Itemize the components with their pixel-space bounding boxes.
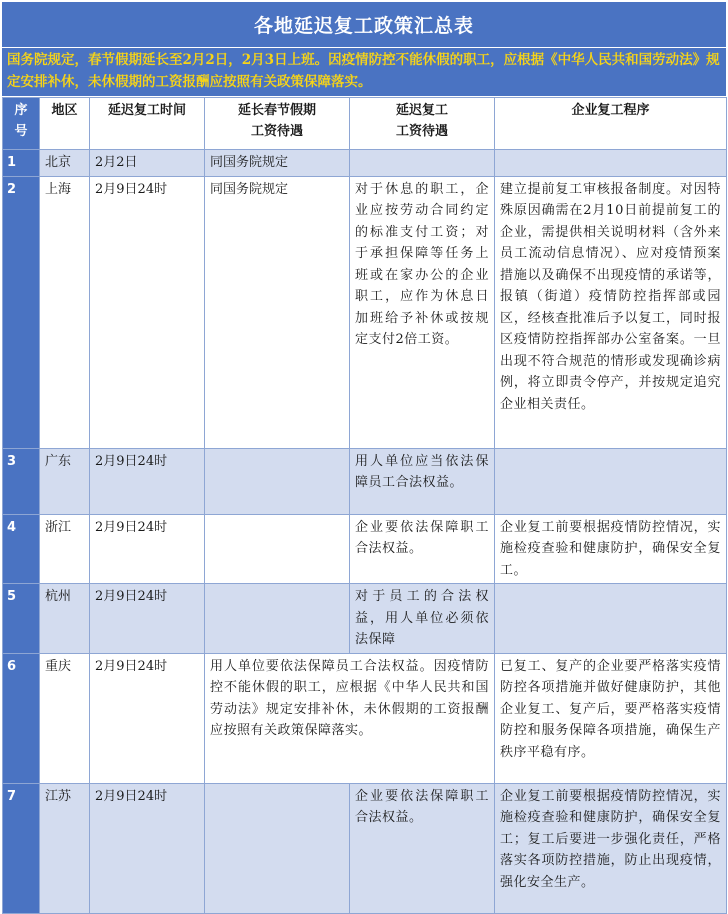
- delay-time-cell: 2月9日24时: [90, 448, 205, 514]
- page-title: 各地延迟复工政策汇总表: [2, 2, 726, 47]
- table-row: [3, 150, 727, 177]
- delay-pay-cell: 对于员工的合法权益，用人单位必须依法保障: [350, 584, 495, 654]
- table-row: [3, 584, 727, 654]
- procedure-cell: 企业复工前要根据疫情防控情况，实施检疫查验和健康防护，确保安全复工。: [495, 514, 727, 584]
- table-row: [3, 783, 727, 913]
- merged-pay-cell: 用人单位要依法保障员工合法权益。因疫情防控不能休假的职工，应根据《中华人民共和国劳动法》规定安排补休，未休假期的工资报酬应按照有关政策保障落实。: [205, 653, 495, 783]
- delay-pay-cell: 企业要依法保障职工合法权益。: [350, 514, 495, 584]
- region-cell: 浙江: [40, 514, 90, 584]
- table-row: [3, 514, 727, 584]
- row-seq: 5: [3, 584, 40, 654]
- notice-banner: 国务院规定，春节假期延长至2月2日，2月3日上班。因疫情防控不能休假的职工，应根据《中华人民共和国劳动法》规定安排补休，未休假期的工资报酬应按照有关政策保障落实。: [2, 48, 726, 96]
- procedure-cell: [495, 150, 727, 177]
- region-cell: 上海: [40, 176, 90, 448]
- row-seq: 6: [3, 653, 40, 783]
- procedure-cell: 企业复工前要根据疫情防控情况，实施检疫查验和健康防护，确保安全复工；复工后要进一步强化责任，严格落实各项防控措施，防止出现疫情，强化安全生产。: [495, 783, 727, 913]
- holiday-pay-cell: [205, 514, 350, 584]
- holiday-pay-cell: [205, 584, 350, 654]
- delay-time-cell: 2月9日24时: [90, 584, 205, 654]
- row-seq: 2: [3, 176, 40, 448]
- procedure-cell: [495, 584, 727, 654]
- region-cell: 重庆: [40, 653, 90, 783]
- delay-pay-cell: [350, 150, 495, 177]
- header-delay-time: 延迟复工时间: [90, 98, 205, 150]
- policy-table: [2, 97, 727, 914]
- delay-time-cell: 2月9日24时: [90, 176, 205, 448]
- row-seq: 4: [3, 514, 40, 584]
- delay-pay-cell: 企业要依法保障职工合法权益。: [350, 783, 495, 913]
- holiday-pay-cell: [205, 448, 350, 514]
- row-seq: 1: [3, 150, 40, 177]
- region-cell: 广东: [40, 448, 90, 514]
- delay-time-cell: 2月9日24时: [90, 783, 205, 913]
- delay-time-cell: 2月9日24时: [90, 653, 205, 783]
- delay-time-cell: 2月9日24时: [90, 514, 205, 584]
- header-seq: 序 号: [3, 98, 40, 150]
- holiday-pay-cell: [205, 783, 350, 913]
- region-cell: 杭州: [40, 584, 90, 654]
- delay-pay-cell: 对于休息的职工，企业应按劳动合同约定的标准支付工资；对于承担保障等任务上班或在家办公的企业职工，应作为休息日加班给予补休或按规定支付2倍工资。: [350, 176, 495, 448]
- table-row: [3, 653, 727, 783]
- holiday-pay-cell: 同国务院规定: [205, 176, 350, 448]
- table-row: [3, 176, 727, 448]
- header-procedure: 企业复工程序: [495, 98, 727, 150]
- procedure-cell: [495, 448, 727, 514]
- delay-time-cell: 2月2日: [90, 150, 205, 177]
- procedure-cell: 已复工、复产的企业要严格落实疫情防控各项措施并做好健康防护，其他企业复工、复产后，要严格落实疫情防控和服务保障各项措施，确保生产秩序平稳有序。: [495, 653, 727, 783]
- row-seq: 7: [3, 783, 40, 913]
- header-holiday-pay: 延长春节假期 工资待遇: [205, 98, 350, 150]
- procedure-cell: 建立提前复工审核报备制度。对因特殊原因确需在2月10日前提前复工的企业，需提供相关说明材料（含外来员工流动信息情况）、应对疫情预案措施以及确保不出现疫情的承诺等，报镇（街道）疫情防控指挥部或园区，经核查批准后予以复工，同时报区疫情防控指挥部办公室备案。一旦出现不符合规范的情形或发现确诊病例，将立即责令停产，并按规定追究企业相关责任。: [495, 176, 727, 448]
- region-cell: 北京: [40, 150, 90, 177]
- header-row: [3, 98, 727, 150]
- table-row: [3, 448, 727, 514]
- region-cell: 江苏: [40, 783, 90, 913]
- holiday-pay-cell: 同国务院规定: [205, 150, 350, 177]
- row-seq: 3: [3, 448, 40, 514]
- header-region: 地区: [40, 98, 90, 150]
- delay-pay-cell: 用人单位应当依法保障员工合法权益。: [350, 448, 495, 514]
- header-delay-pay: 延迟复工 工资待遇: [350, 98, 495, 150]
